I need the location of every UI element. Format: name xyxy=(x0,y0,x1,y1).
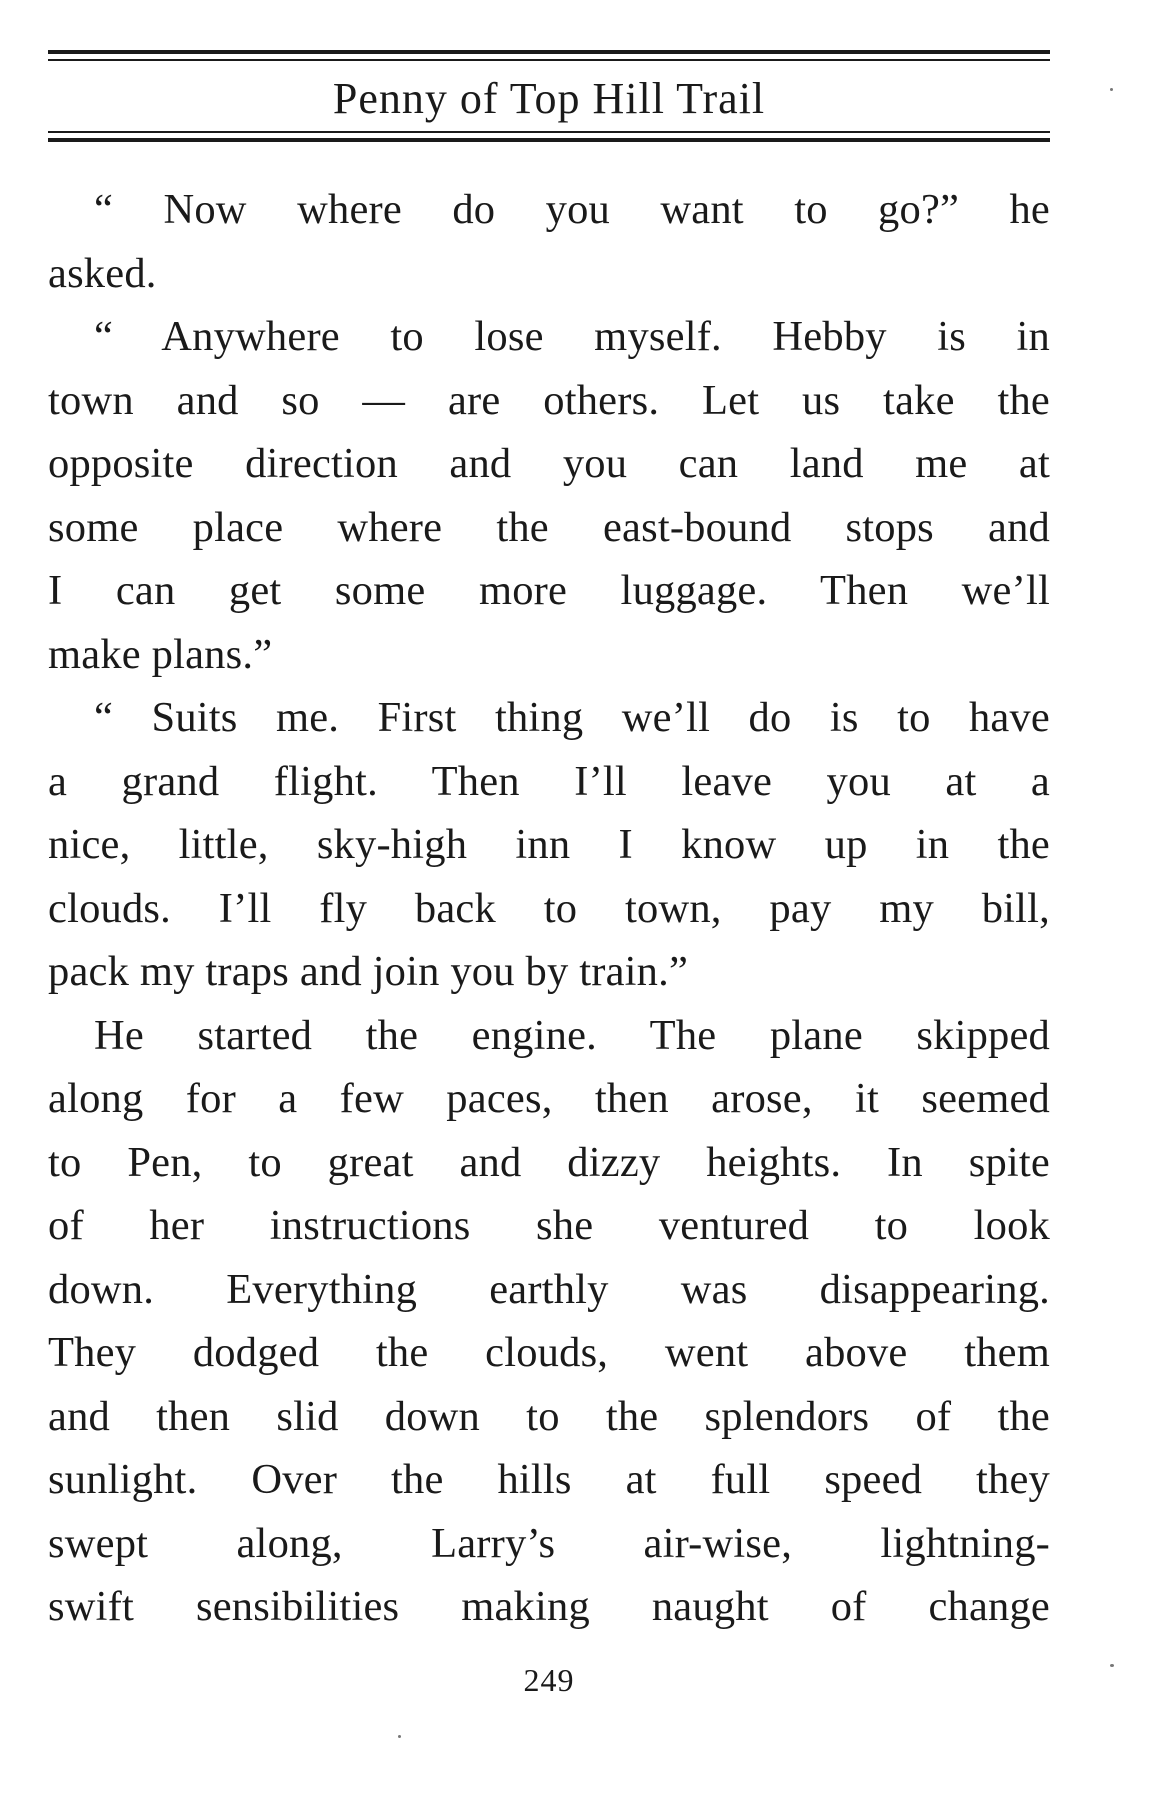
body-text xyxy=(48,178,1050,1639)
text-line: “ Suits me. First thing we’ll do is to have xyxy=(94,694,1050,741)
text-line: “ Anywhere to lose myself. Hebby is in xyxy=(94,313,1050,360)
text-line: down. Everything earthly was disappearing. xyxy=(48,1265,1050,1313)
text-line: a grand flight. Then I’ll leave you at a xyxy=(48,757,1050,805)
page-number: 249 xyxy=(523,1662,575,1698)
text-line: “ Now where do you want to go?” he xyxy=(94,186,1050,233)
text-line: along for a few paces, then arose, it seemed xyxy=(48,1075,1050,1122)
book-page xyxy=(48,50,1050,1770)
paper-speck xyxy=(1110,88,1113,91)
text-line: pack my traps and join you by train.” xyxy=(48,948,689,995)
text-line: nice, little, sky-high inn I know up in the xyxy=(48,821,1050,868)
text-line: of her instructions she ventured to look xyxy=(48,1202,1050,1249)
text-line: opposite direction and you can land me at xyxy=(48,440,1050,487)
text-line: sunlight. Over the hills at full speed they xyxy=(48,1456,1050,1503)
text-line: to Pen, to great and dizzy heights. In spite xyxy=(48,1138,1050,1186)
bottom-rules xyxy=(48,131,1050,142)
paper-speck xyxy=(398,1735,401,1738)
paper-speck xyxy=(1110,1664,1114,1667)
text-line: I can get some more luggage. Then we’ll xyxy=(48,567,1050,614)
text-line: some place where the east-bound stops and xyxy=(48,503,1050,551)
text-line: He started the engine. The plane skipped xyxy=(94,1011,1050,1059)
text-line: clouds. I’ll fly back to town, pay my bill, xyxy=(48,884,1050,932)
text-line: They dodged the clouds, went above them xyxy=(48,1329,1050,1376)
text-line: town and so — are others. Let us take the xyxy=(48,376,1050,424)
running-head: Penny of Top Hill Trail xyxy=(332,74,766,123)
text-line: asked. xyxy=(48,249,157,297)
top-rules xyxy=(48,50,1050,61)
text-line: swept along, Larry’s air-wise, lightning- xyxy=(48,1519,1050,1567)
text-line: and then slid down to the splendors of the xyxy=(48,1392,1050,1440)
bottom-rule-thick xyxy=(48,138,1050,142)
text-line: swift sensibilities making naught of change xyxy=(48,1583,1050,1630)
text-line: make plans.” xyxy=(48,630,273,678)
